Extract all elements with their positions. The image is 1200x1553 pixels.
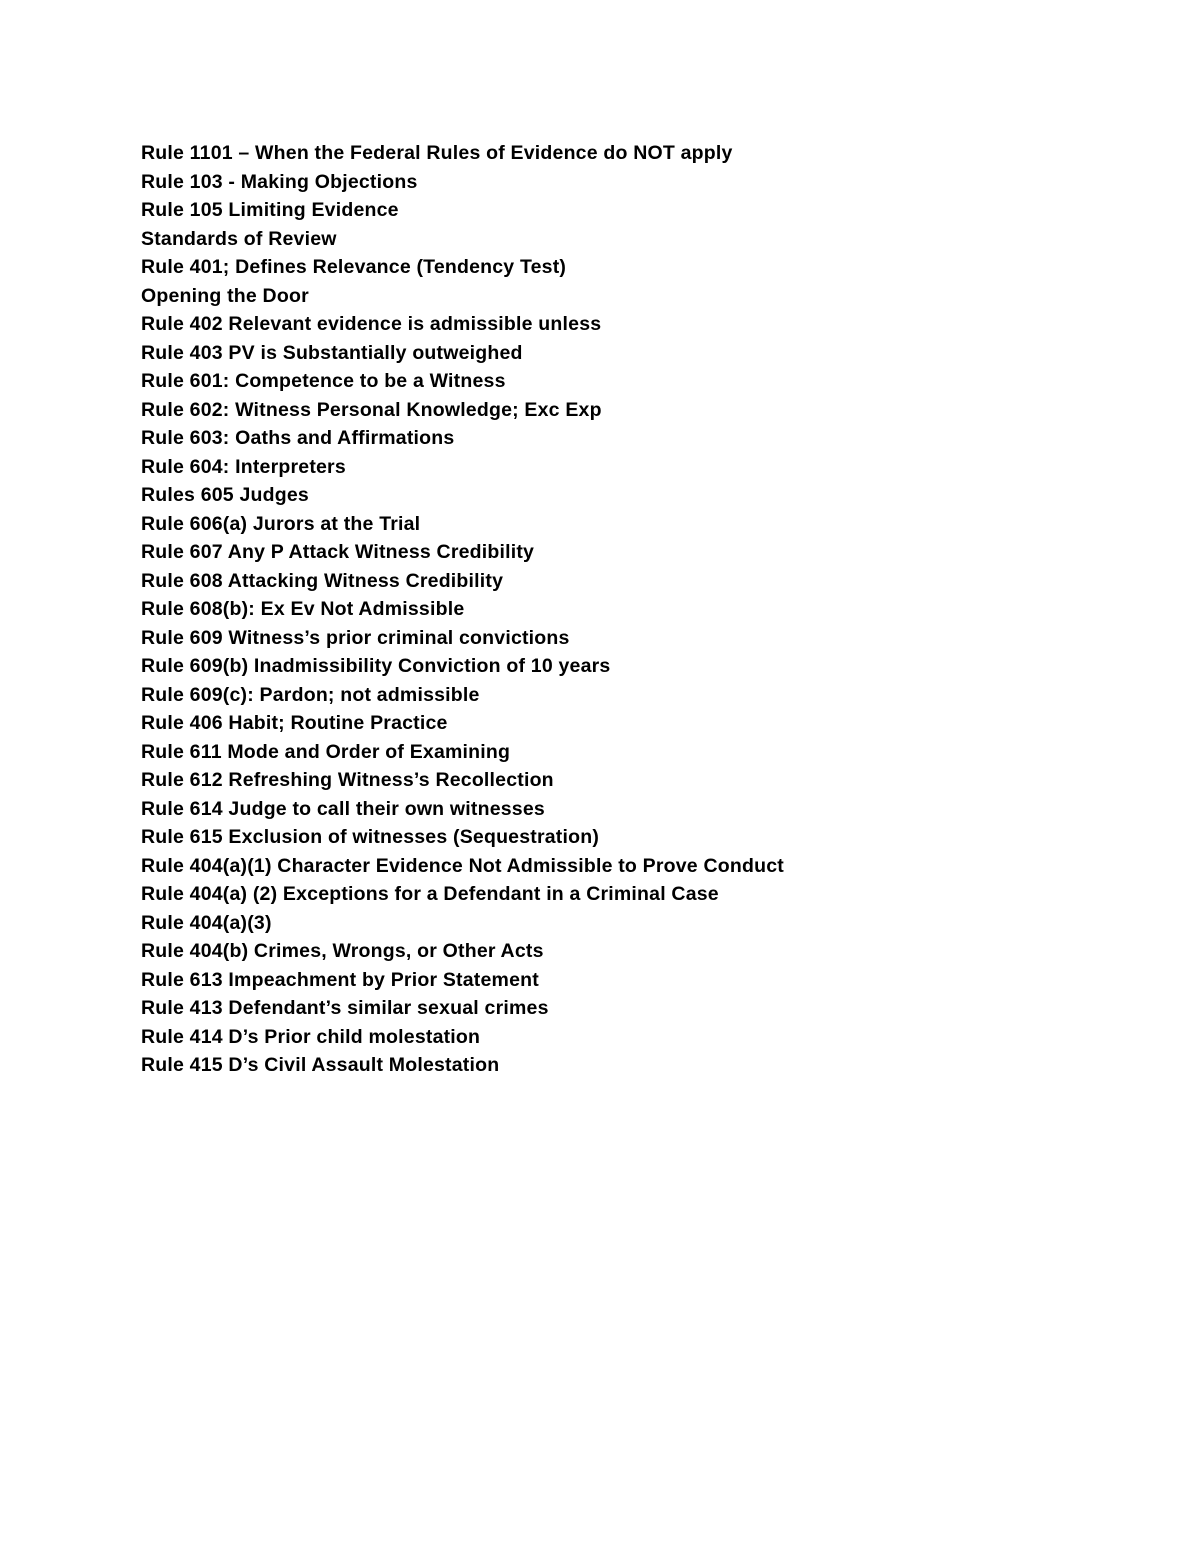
list-item: Rule 401; Defines Relevance (Tendency Test)	[141, 256, 567, 278]
list-item: Rule 613 Impeachment by Prior Statement	[141, 968, 539, 991]
list-item: Rule 404(b) Crimes, Wrongs, or Other Acts	[141, 940, 544, 962]
list-item: Rule 612 Refreshing Witness’s Recollection	[141, 769, 554, 791]
list-item: Rule 404(a) (2) Exceptions for a Defendant in a Criminal Case	[141, 883, 719, 905]
list-item: Rule 608(b): Ex Ev Not Admissible	[141, 598, 465, 620]
list-item: Rule 403 PV is Substantially outweighed	[141, 341, 523, 364]
list-item: Rule 406 Habit; Routine Practice	[141, 712, 448, 734]
list-item: Standards of Review	[141, 227, 337, 250]
list-item: Rule 404(a)(3)	[141, 911, 272, 934]
list-item: Rule 615 Exclusion of witnesses (Sequestration)	[141, 826, 600, 848]
list-item: Rule 1101 – When the Federal Rules of Evidence do NOT apply	[141, 142, 733, 164]
list-item: Rule 415 D’s Civil Assault Molestation	[141, 1054, 500, 1076]
list-item: Rule 609 Witness’s prior criminal convictions	[141, 626, 570, 649]
list-item: Rule 414 D’s Prior child molestation	[141, 1025, 481, 1048]
list-item: Rule 606(a) Jurors at the Trial	[141, 512, 421, 535]
list-item: Rule 607 Any P Attack Witness Credibility	[141, 541, 535, 563]
list-item: Opening the Door	[141, 284, 309, 307]
list-item: Rule 402 Relevant evidence is admissible unless	[141, 313, 602, 335]
list-item: Rule 404(a)(1) Character Evidence Not Admissible to Prove Conduct	[141, 854, 784, 877]
list-item: Rule 609(c): Pardon; not admissible	[141, 683, 480, 706]
list-item: Rule 614 Judge to call their own witnesses	[141, 797, 545, 820]
list-item: Rule 609(b) Inadmissibility Conviction of 10 years	[141, 655, 611, 677]
list-item: Rule 604: Interpreters	[141, 455, 346, 478]
list-item: Rule 611 Mode and Order of Examining	[141, 740, 511, 763]
list-item: Rules 605 Judges	[141, 484, 309, 506]
rules-list	[141, 139, 784, 1080]
list-item: Rule 602: Witness Personal Knowledge; Exc Exp	[141, 398, 602, 421]
list-item: Rule 105 Limiting Evidence	[141, 199, 399, 221]
list-item: Rule 103 - Making Objections	[141, 170, 418, 193]
list-item: Rule 608 Attacking Witness Credibility	[141, 569, 504, 592]
list-item: Rule 413 Defendant’s similar sexual crimes	[141, 997, 549, 1019]
list-item: Rule 601: Competence to be a Witness	[141, 370, 506, 392]
list-item: Rule 603: Oaths and Affirmations	[141, 427, 455, 449]
